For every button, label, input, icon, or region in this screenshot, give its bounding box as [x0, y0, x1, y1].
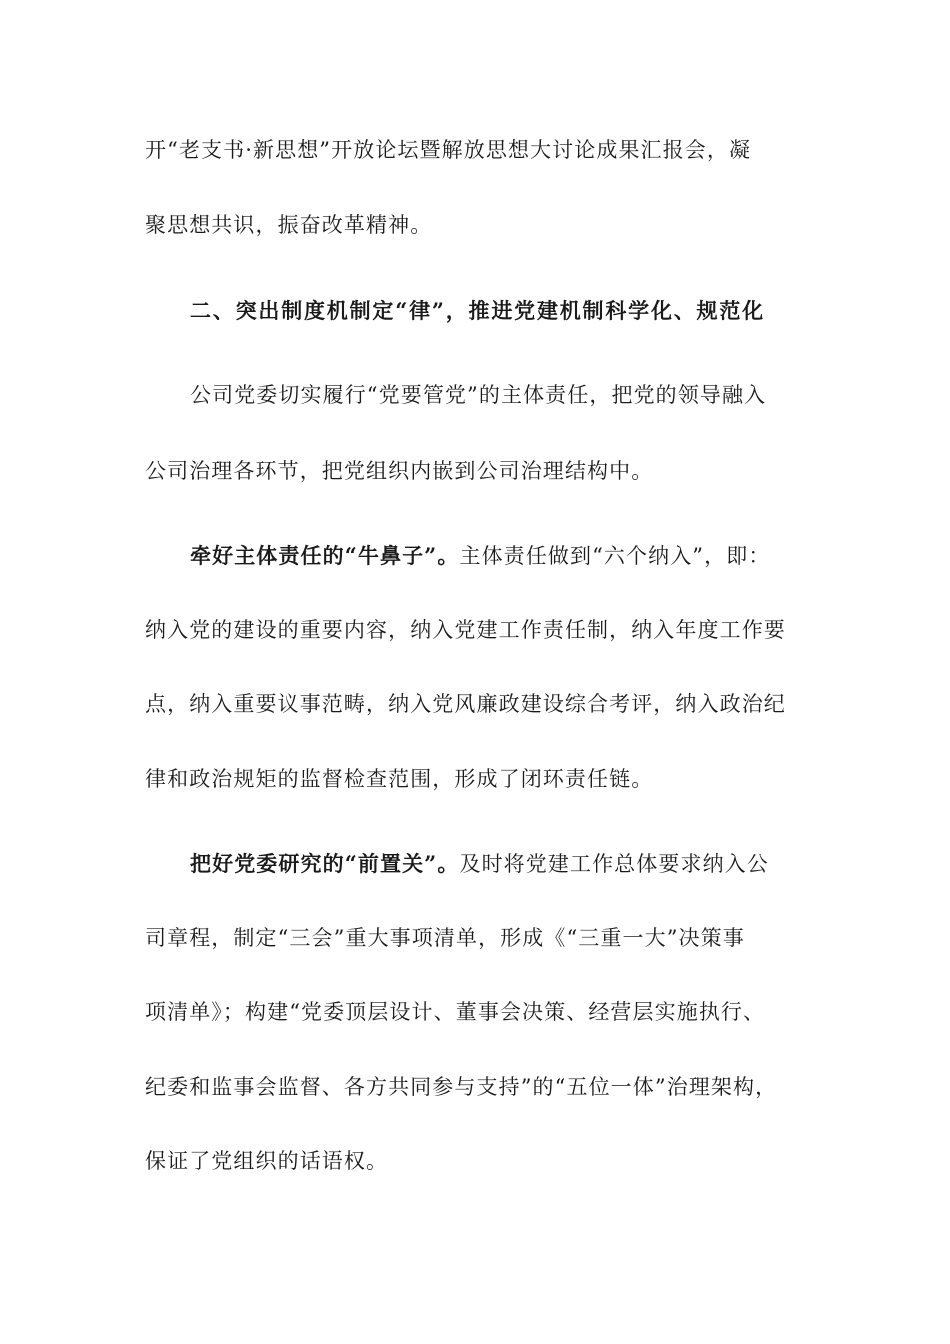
paragraph-4-line-5: 保证了党组织的话语权。	[145, 1149, 389, 1173]
paragraph-4-lead: 把好党委研究的“前置关”。	[190, 851, 460, 876]
paragraph-3-line-2: 纳入党的建设的重要内容，纳入党建工作责任制，纳入年度工作要	[145, 618, 786, 642]
paragraph-3-lead: 牵好主体责任的“牛鼻子”。	[190, 543, 460, 568]
paragraph-4-line-1	[190, 849, 815, 879]
paragraph-3-line-4: 律和政治规矩的监督检查范围，形成了闭环责任链。	[145, 767, 654, 791]
paragraph-1-line-1: 开“老支书·新思想”开放论坛暨解放思想大讨论成果汇报会，凝	[145, 138, 752, 162]
paragraph-2-line-2: 公司治理各环节，把党组织内嵌到公司治理结构中。	[145, 459, 654, 483]
paragraph-4-line-2: 司章程，制定“三会”重大事项清单，形成《“三重一大”决策事	[145, 926, 745, 950]
paragraph-2-line-1: 公司党委切实履行“党要管党”的主体责任，把党的领导融入	[190, 383, 767, 407]
paragraph-1-line-2: 聚思想共识，振奋改革精神。	[145, 213, 433, 237]
paragraph-3-line-1	[190, 541, 815, 571]
paragraph-4-line-1-rest: 及时将党建工作总体要求纳入公	[459, 852, 769, 876]
paragraph-3-line-1-rest: 主体责任做到“六个纳入”，即：	[459, 544, 771, 568]
paragraph-4-line-4: 纪委和监事会监督、各方共同参与支持”的“五位一体”治理架构，	[145, 1075, 778, 1099]
paragraph-4-line-3: 项清单》；构建“党委顶层设计、董事会决策、经营层实施执行、	[145, 1000, 766, 1024]
paragraph-3-line-3: 点，纳入重要议事范畴，纳入党风廉政建设综合考评，纳入政治纪	[145, 692, 786, 716]
section-heading-2: 二、突出制度机制定“律”，推进党建机制科学化、规范化	[190, 298, 765, 323]
